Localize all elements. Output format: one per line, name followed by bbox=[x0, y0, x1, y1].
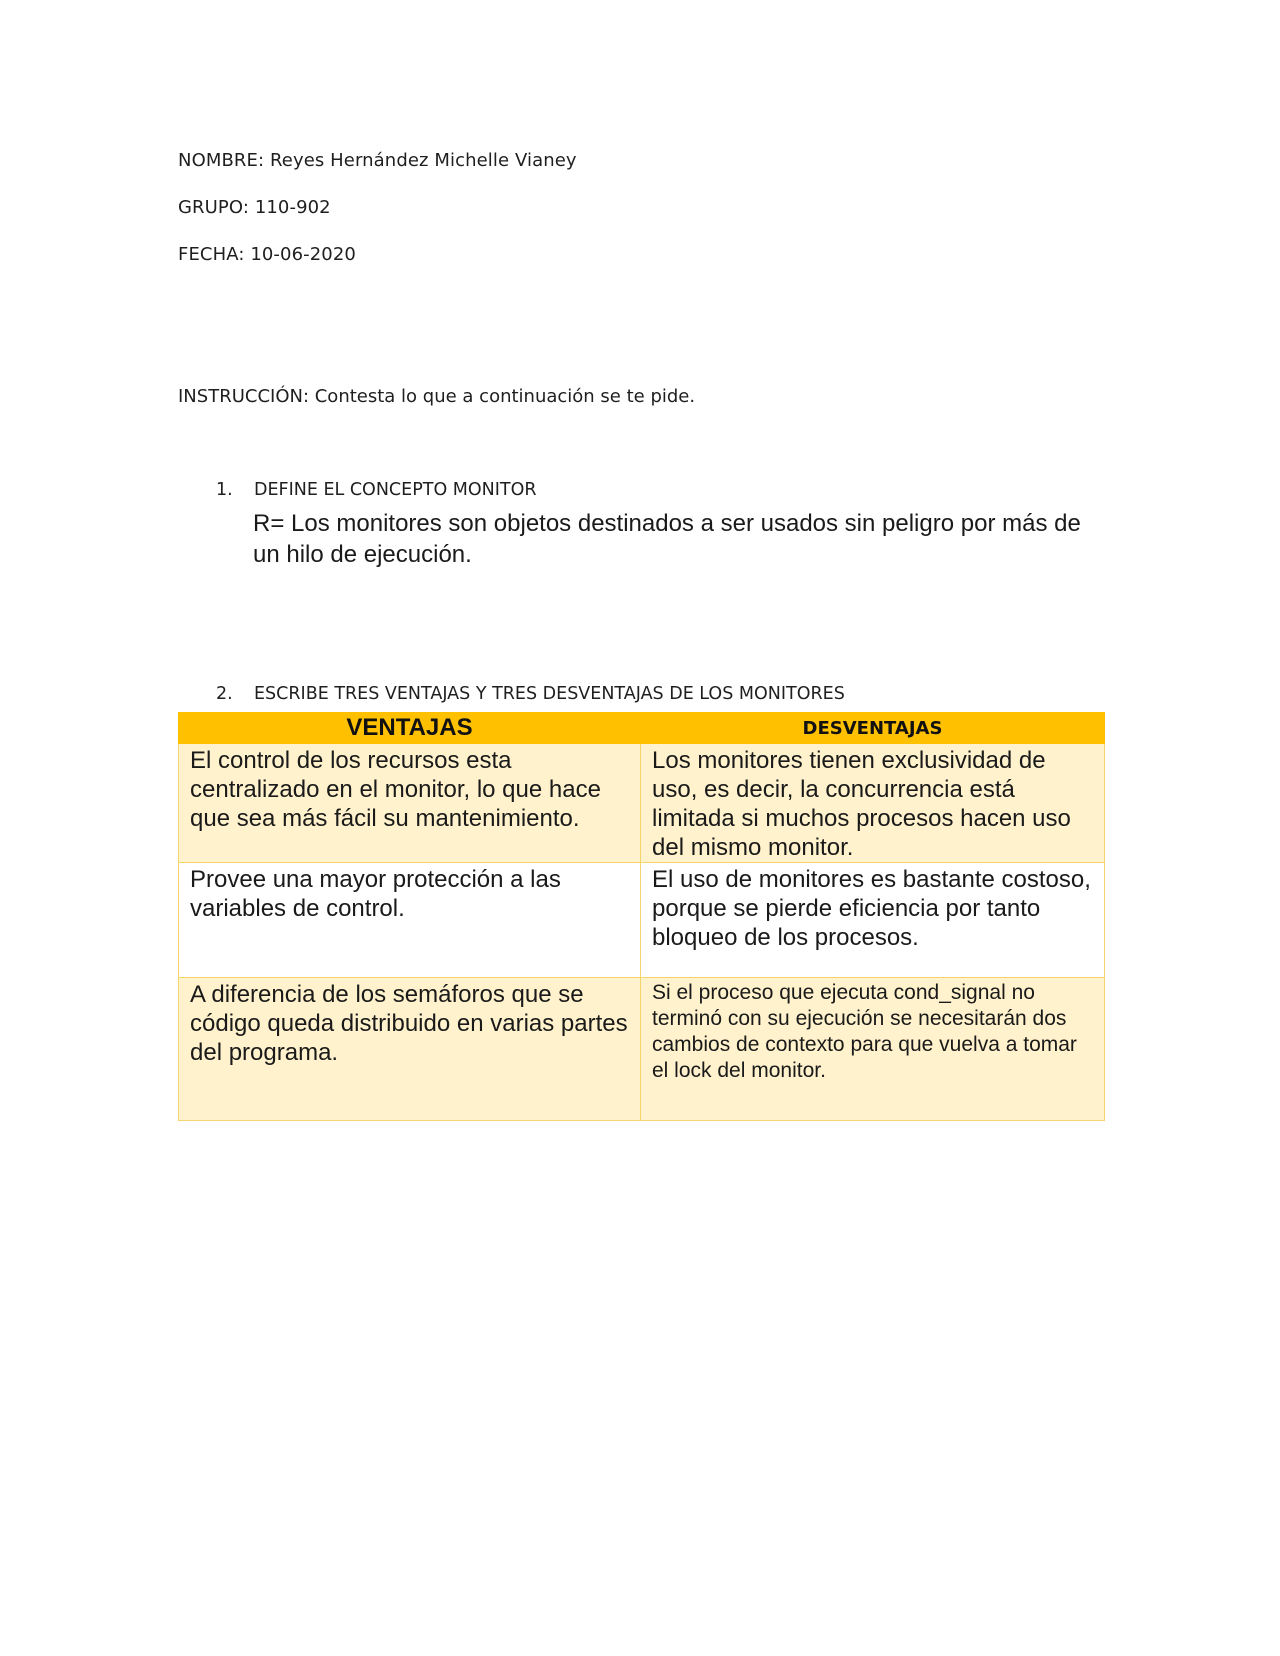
disadvantage-cell: El uso de monitores es bastante costoso, porque se pierde eficiencia por tanto bloqueo de los procesos. bbox=[641, 863, 1105, 978]
table-row bbox=[179, 863, 1105, 978]
date-line: FECHA: 10-06-2020 bbox=[178, 244, 356, 265]
advantages-disadvantages-table bbox=[178, 712, 1105, 1121]
student-name-line: NOMBRE: Reyes Hernández Michelle Vianey bbox=[178, 150, 577, 171]
disadvantage-cell: Si el proceso que ejecuta cond_signal no terminó con su ejecución se necesitarán dos cambios de contexto para que vuelva a tomar el lock del monitor. bbox=[641, 978, 1105, 1121]
question-2-number: 2. bbox=[216, 684, 233, 704]
advantage-cell: A diferencia de los semáforos que se código queda distribuido en varias partes del programa. bbox=[179, 978, 641, 1121]
question-1-text: DEFINE EL CONCEPTO MONITOR bbox=[254, 480, 537, 500]
disadvantage-cell: Los monitores tienen exclusividad de uso, es decir, la concurrencia está limitada si muchos procesos hacen uso del mismo monitor. bbox=[641, 744, 1105, 863]
group-line: GRUPO: 110-902 bbox=[178, 197, 331, 218]
advantage-cell: El control de los recursos esta centralizado en el monitor, lo que hace que sea más fácil su mantenimiento. bbox=[179, 744, 641, 863]
table-header-row bbox=[179, 713, 1105, 744]
question-2-text: ESCRIBE TRES VENTAJAS Y TRES DESVENTAJAS DE LOS MONITORES bbox=[254, 684, 845, 704]
question-1-answer: R= Los monitores son objetos destinados a ser usados sin peligro por más de un hilo de ejecución. bbox=[253, 510, 1081, 568]
header-ventajas: VENTAJAS bbox=[179, 713, 641, 744]
question-1 bbox=[216, 480, 537, 500]
instruction-text: INSTRUCCIÓN: Contesta lo que a continuación se te pide. bbox=[178, 386, 696, 407]
question-1-number: 1. bbox=[216, 480, 233, 500]
question-2 bbox=[216, 684, 845, 704]
header-desventajas: DESVENTAJAS bbox=[641, 713, 1105, 744]
table-row bbox=[179, 744, 1105, 863]
table-row bbox=[179, 978, 1105, 1121]
advantage-cell: Provee una mayor protección a las variables de control. bbox=[179, 863, 641, 978]
